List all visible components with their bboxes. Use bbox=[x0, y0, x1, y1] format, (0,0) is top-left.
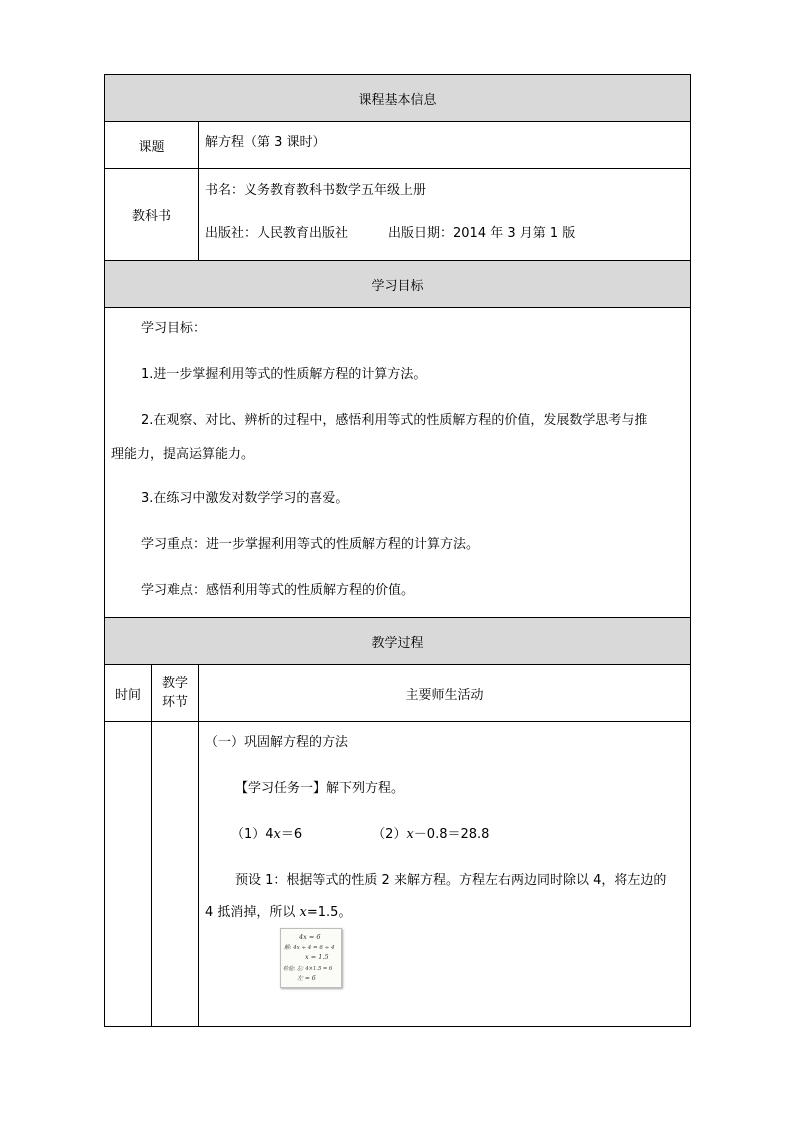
lesson-plan-table bbox=[104, 74, 691, 1027]
objective-item-2-cont: 理能力，提高运算能力。 bbox=[111, 447, 255, 462]
objectives-header-text: 学习目标 bbox=[371, 278, 424, 294]
eq1-suffix: ＝6 bbox=[280, 827, 303, 842]
textbook-info-cell bbox=[199, 169, 691, 261]
stage-cell bbox=[152, 722, 199, 1027]
preset-line-1: 预设 1：根据等式的性质 2 来解方程。方程左右两边同时除以 4，将左边的 bbox=[235, 873, 667, 888]
preset-line-2-suffix: =1.5。 bbox=[306, 905, 352, 920]
col-stage-label-2: 环节 bbox=[161, 695, 188, 710]
task-statement: 【学习任务一】解下列方程。 bbox=[235, 781, 405, 796]
objectives-header bbox=[105, 261, 691, 308]
preset-line-2-prefix: 4 抵消掉，所以 bbox=[205, 905, 300, 920]
eq2-var: x bbox=[406, 827, 414, 842]
textbook-label: 教科书 bbox=[131, 209, 171, 224]
objective-item-3: 3.在练习中激发对数学学习的喜爱。 bbox=[141, 491, 349, 506]
col-activity-header bbox=[199, 665, 691, 722]
eq1-prefix: （1）4 bbox=[231, 827, 274, 842]
col-time-header bbox=[105, 665, 152, 722]
preset-line-2 bbox=[205, 902, 682, 924]
basic-info-header bbox=[105, 75, 691, 122]
difficulty: 学习难点：感悟利用等式的性质解方程的价值。 bbox=[141, 583, 415, 598]
topic-label: 课题 bbox=[138, 139, 165, 155]
basic-info-header-text: 课程基本信息 bbox=[358, 92, 437, 108]
publisher: 出版社：人民教育出版社 bbox=[205, 226, 349, 241]
topic-value-cell bbox=[199, 122, 691, 169]
time-cell bbox=[105, 722, 152, 1027]
section-title: （一）巩固解方程的方法 bbox=[205, 735, 349, 750]
col-stage-header bbox=[152, 665, 199, 722]
col-time-label: 时间 bbox=[114, 687, 141, 703]
eq2-prefix: （2） bbox=[372, 827, 407, 842]
objectives-title: 学习目标： bbox=[141, 321, 207, 336]
objective-item-1: 1.进一步掌握利用等式的性质解方程的计算方法。 bbox=[141, 367, 427, 382]
topic-value: 解方程（第 3 课时） bbox=[205, 135, 326, 150]
col-stage-label-1: 教学 bbox=[161, 676, 188, 691]
equations-row bbox=[205, 824, 682, 846]
handwriting-line-1: 4x = 6 bbox=[299, 933, 321, 941]
preset-line-2-var: x bbox=[299, 905, 307, 920]
handwriting-line-5: 左 = 6 bbox=[297, 975, 316, 982]
publish-date: 出版日期：2014 年 3 月第 1 版 bbox=[388, 226, 576, 241]
topic-label-cell bbox=[105, 122, 199, 169]
key-point: 学习重点：进一步掌握利用等式的性质解方程的计算方法。 bbox=[141, 537, 480, 552]
eq1-var: x bbox=[273, 827, 281, 842]
handwritten-solution-svg bbox=[281, 929, 341, 987]
process-header-text: 教学过程 bbox=[371, 635, 424, 651]
book-name: 书名：义务教育教科书数学五年级上册 bbox=[205, 183, 427, 198]
objectives-cell bbox=[105, 308, 691, 618]
objective-item-2: 2.在观察、对比、辨析的过程中，感悟利用等式的性质解方程的价值，发展数学思考与推 bbox=[141, 413, 648, 428]
publisher-row bbox=[205, 222, 690, 241]
eq2-suffix: －0.8＝28.8 bbox=[413, 827, 490, 842]
textbook-label-cell bbox=[105, 169, 199, 261]
process-header bbox=[105, 618, 691, 665]
handwriting-line-4: 检验: 左: 4×1.5 = 6 bbox=[283, 966, 333, 972]
handwritten-solution-image bbox=[280, 928, 342, 988]
handwriting-line-2: 解: 4x ÷ 4 = 6 ÷ 4 bbox=[284, 945, 335, 951]
activity-cell bbox=[199, 722, 691, 1027]
col-activity-label: 主要师生活动 bbox=[405, 687, 484, 703]
handwriting-line-3: x = 1.5 bbox=[305, 953, 329, 961]
